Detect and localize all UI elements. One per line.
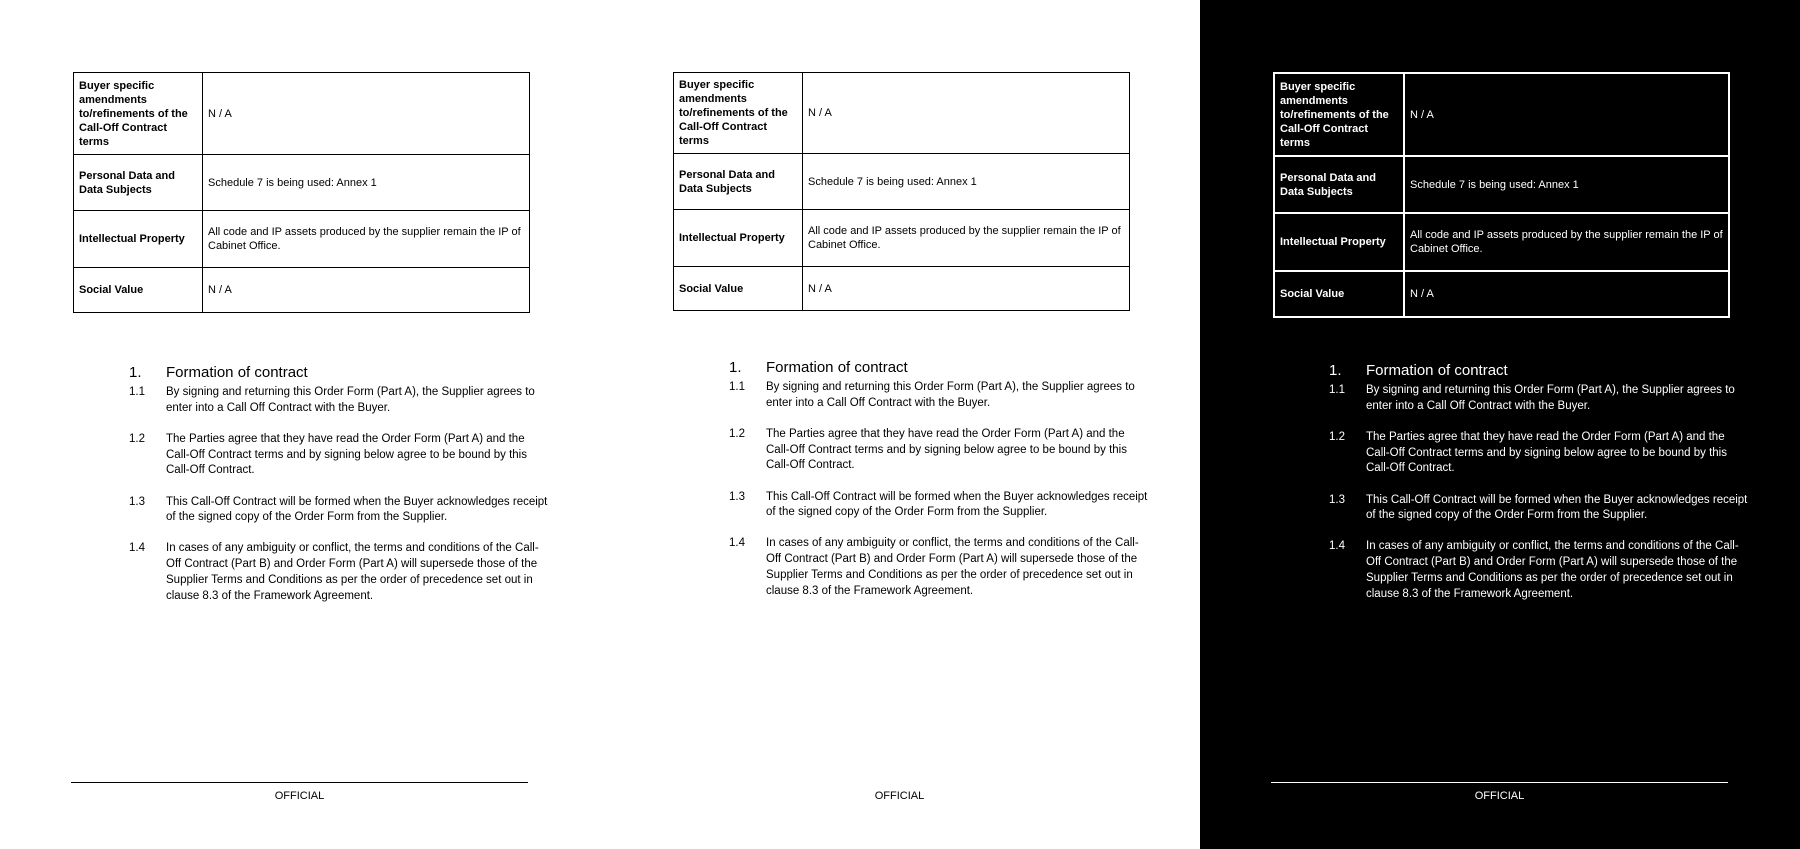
clause-number: 1.4 bbox=[729, 537, 745, 550]
clause-text: In cases of any ambiguity or conflict, the terms and conditions of the Call-Off Contract (Part B) and Order Form (Part A) will supersede those of the Supplier Terms and Conditions as per the order of precedence set out in clause 8.3 of the Framework Agreement. bbox=[1366, 540, 1739, 600]
clause bbox=[129, 385, 549, 416]
table-value-cell: Schedule 7 is being used: Annex 1 bbox=[1404, 156, 1729, 213]
table-row bbox=[674, 154, 1130, 210]
table-key-cell: Buyer specific amendments to/refinements of the Call-Off Contract terms bbox=[74, 73, 203, 155]
clause bbox=[129, 495, 549, 526]
order-form-table bbox=[73, 72, 530, 313]
section-number: 1. bbox=[729, 359, 742, 376]
section-number: 1. bbox=[129, 364, 142, 381]
table-value-cell: N / A bbox=[203, 268, 530, 313]
order-form-table bbox=[1273, 72, 1730, 318]
clause bbox=[1329, 430, 1749, 477]
clause bbox=[1329, 493, 1749, 524]
table-key-cell: Buyer specific amendments to/refinements of the Call-Off Contract terms bbox=[1274, 73, 1404, 156]
table-key-cell: Social Value bbox=[1274, 271, 1404, 317]
clause-text: This Call-Off Contract will be formed when the Buyer acknowledges receipt of the signed copy of the Order Form from the Supplier. bbox=[166, 495, 548, 524]
table-row bbox=[674, 210, 1130, 267]
formation-section bbox=[729, 359, 1149, 615]
table-row bbox=[674, 267, 1130, 311]
footer-label: OFFICIAL bbox=[1474, 790, 1525, 802]
clause-number: 1.2 bbox=[729, 427, 745, 440]
footer-label: OFFICIAL bbox=[274, 790, 325, 802]
table-value-cell: Schedule 7 is being used: Annex 1 bbox=[203, 155, 530, 211]
table-key-cell: Personal Data and Data Subjects bbox=[74, 155, 203, 211]
clause-text: The Parties agree that they have read the Order Form (Part A) and the Call-Off Contract terms and by signing below agree to be bound by this Call-Off Contract. bbox=[766, 427, 1127, 472]
table-value-cell: All code and IP assets produced by the supplier remain the IP of Cabinet Office. bbox=[803, 210, 1130, 267]
footer-divider bbox=[1271, 782, 1728, 783]
clause-text: By signing and returning this Order Form (Part A), the Supplier agrees to enter into a Call Off Contract with the Buyer. bbox=[1366, 384, 1735, 412]
clause bbox=[729, 427, 1149, 474]
section-heading bbox=[1329, 362, 1749, 380]
table-value-cell: N / A bbox=[1404, 73, 1729, 156]
table-key-cell: Intellectual Property bbox=[674, 210, 803, 267]
table-value-cell: N / A bbox=[203, 73, 530, 155]
table-key-cell: Social Value bbox=[74, 268, 203, 313]
order-form-table bbox=[673, 72, 1130, 311]
clause-text: This Call-Off Contract will be formed when the Buyer acknowledges receipt of the signed copy of the Order Form from the Supplier. bbox=[1366, 493, 1748, 522]
formation-section bbox=[129, 364, 549, 620]
document-page-original bbox=[0, 0, 600, 849]
clause-number: 1.1 bbox=[129, 386, 145, 398]
table-key-cell: Intellectual Property bbox=[1274, 213, 1404, 271]
table-value-cell: All code and IP assets produced by the supplier remain the IP of Cabinet Office. bbox=[203, 211, 530, 268]
document-page-copy bbox=[600, 0, 1200, 849]
clause bbox=[129, 432, 549, 479]
clause-text: The Parties agree that they have read the Order Form (Part A) and the Call-Off Contract terms and by signing below agree to be bound by this Call-Off Contract. bbox=[1366, 430, 1727, 475]
table-key-cell: Social Value bbox=[674, 267, 803, 311]
table-row bbox=[674, 73, 1130, 154]
section-heading bbox=[729, 359, 1149, 377]
table-row bbox=[74, 155, 530, 211]
clause-number: 1.3 bbox=[129, 495, 145, 508]
table-value-cell: N / A bbox=[1404, 271, 1729, 317]
table-row bbox=[74, 268, 530, 313]
table-key-cell: Intellectual Property bbox=[74, 211, 203, 268]
clause-number: 1.2 bbox=[1329, 430, 1345, 443]
table-row bbox=[74, 211, 530, 268]
table-value-cell: Schedule 7 is being used: Annex 1 bbox=[803, 154, 1130, 210]
section-title: Formation of contract bbox=[1366, 362, 1508, 379]
table-value-cell: All code and IP assets produced by the supplier remain the IP of Cabinet Office. bbox=[1404, 213, 1729, 271]
clause bbox=[1329, 383, 1749, 414]
clause-number: 1.1 bbox=[1329, 384, 1345, 396]
document-page-inverted bbox=[1200, 0, 1800, 849]
clause-number: 1.2 bbox=[129, 432, 145, 445]
table-row bbox=[74, 73, 530, 155]
section-heading bbox=[129, 364, 549, 382]
section-title: Formation of contract bbox=[166, 364, 308, 381]
footer-label: OFFICIAL bbox=[874, 790, 925, 802]
table-key-cell: Buyer specific amendments to/refinements of the Call-Off Contract terms bbox=[674, 73, 803, 154]
clause-text: By signing and returning this Order Form (Part A), the Supplier agrees to enter into a Call Off Contract with the Buyer. bbox=[766, 381, 1135, 409]
clause-number: 1.3 bbox=[1329, 493, 1345, 506]
clause-number: 1.1 bbox=[729, 381, 745, 393]
clause-number: 1.3 bbox=[729, 490, 745, 503]
table-row bbox=[1274, 156, 1729, 213]
clause-number: 1.4 bbox=[129, 542, 145, 555]
clause bbox=[729, 490, 1149, 521]
clause bbox=[129, 541, 549, 604]
clause bbox=[1329, 539, 1749, 602]
footer-divider bbox=[71, 782, 528, 783]
clause-text: By signing and returning this Order Form (Part A), the Supplier agrees to enter into a Call Off Contract with the Buyer. bbox=[166, 386, 535, 414]
clause-text: The Parties agree that they have read the Order Form (Part A) and the Call-Off Contract terms and by signing below agree to be bound by this Call-Off Contract. bbox=[166, 432, 527, 477]
table-key-cell: Personal Data and Data Subjects bbox=[1274, 156, 1404, 213]
clause-number: 1.4 bbox=[1329, 540, 1345, 553]
section-title: Formation of contract bbox=[766, 359, 908, 376]
formation-section bbox=[1329, 362, 1749, 618]
clause-text: This Call-Off Contract will be formed when the Buyer acknowledges receipt of the signed copy of the Order Form from the Supplier. bbox=[766, 490, 1148, 519]
table-row bbox=[1274, 213, 1729, 271]
table-row bbox=[1274, 73, 1729, 156]
table-value-cell: N / A bbox=[803, 73, 1130, 154]
clause-text: In cases of any ambiguity or conflict, the terms and conditions of the Call-Off Contract (Part B) and Order Form (Part A) will supersede those of the Supplier Terms and Conditions as per the order of precedence set out in clause 8.3 of the Framework Agreement. bbox=[166, 542, 539, 602]
table-key-cell: Personal Data and Data Subjects bbox=[674, 154, 803, 210]
table-value-cell: N / A bbox=[803, 267, 1130, 311]
table-row bbox=[1274, 271, 1729, 317]
clause bbox=[729, 380, 1149, 411]
clause-text: In cases of any ambiguity or conflict, the terms and conditions of the Call-Off Contract (Part B) and Order Form (Part A) will supersede those of the Supplier Terms and Conditions as per the order of precedence set out in clause 8.3 of the Framework Agreement. bbox=[766, 537, 1139, 597]
clause bbox=[729, 536, 1149, 599]
section-number: 1. bbox=[1329, 362, 1342, 379]
